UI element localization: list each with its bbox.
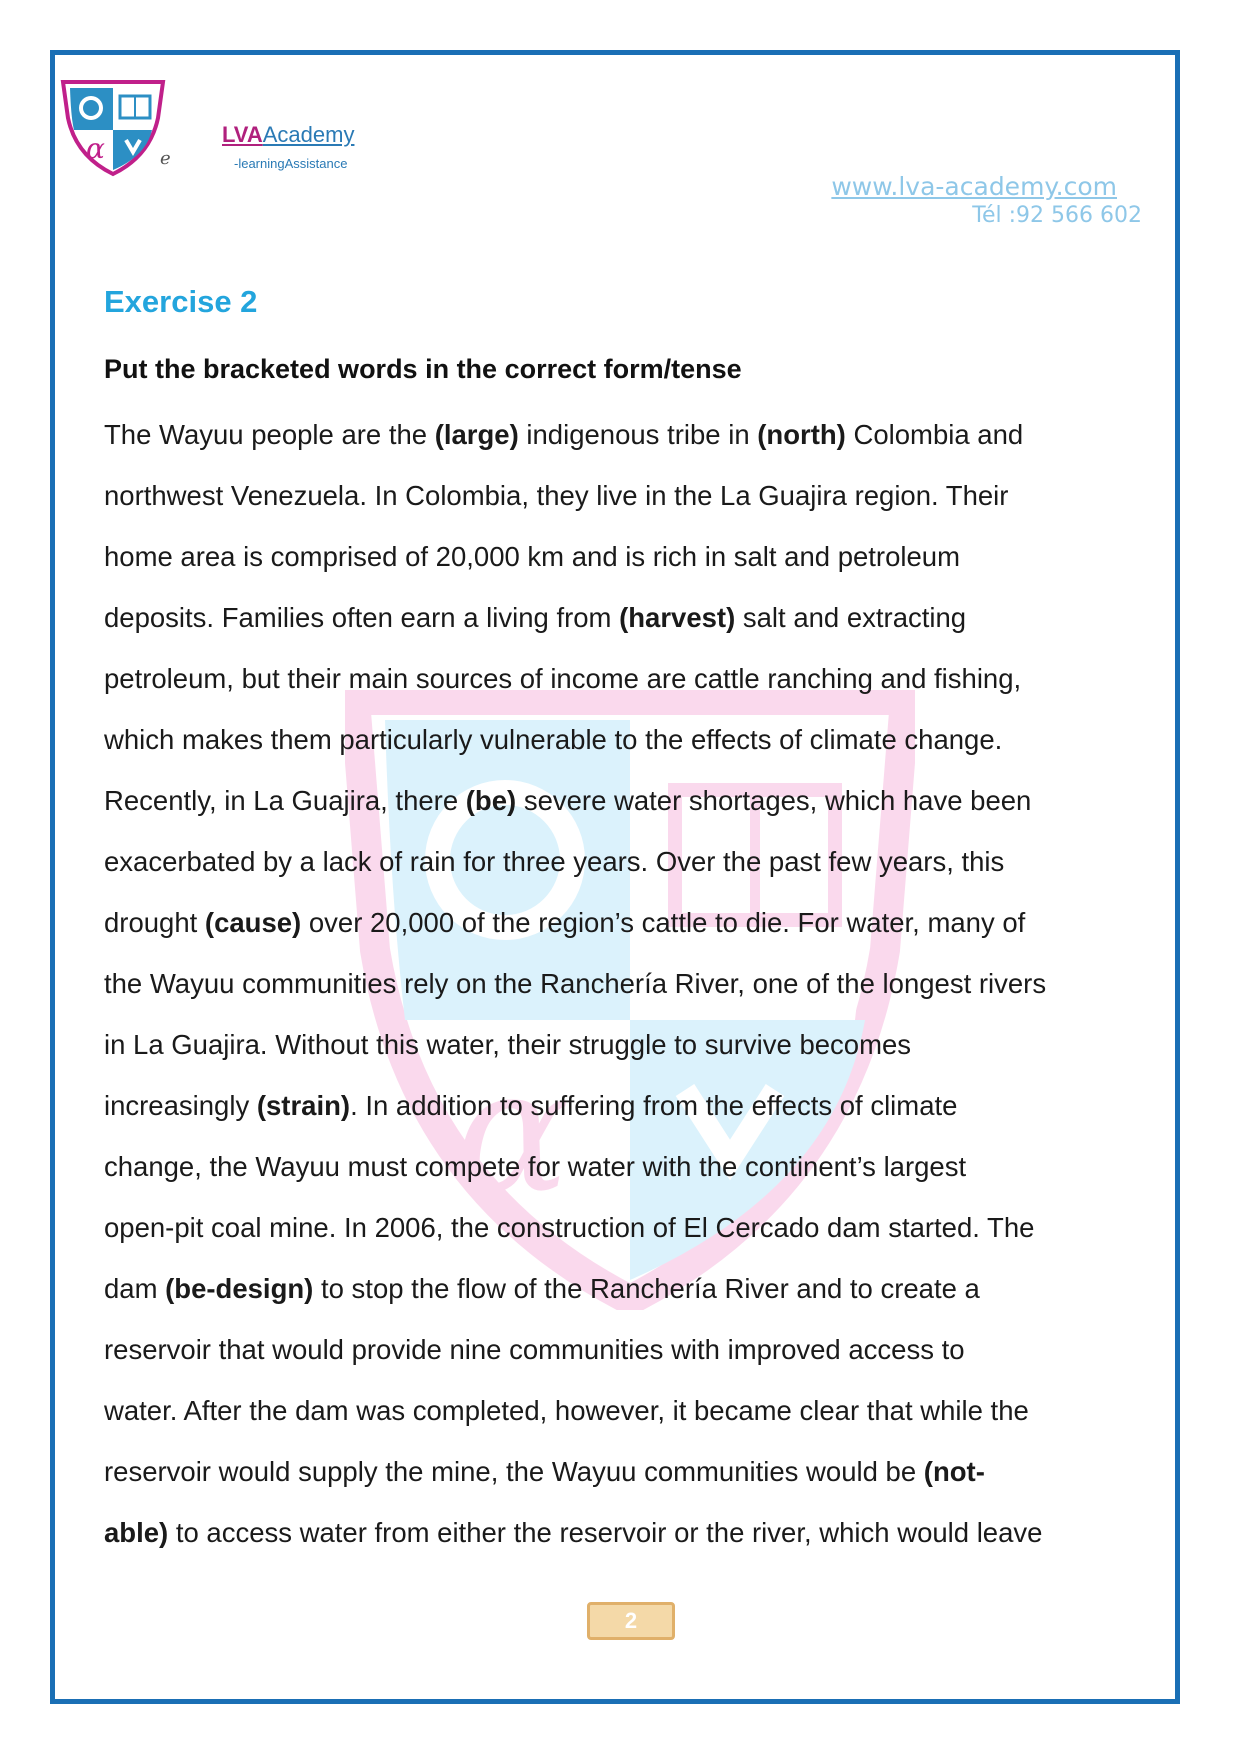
bracketed-word: (be-design) — [165, 1273, 314, 1304]
passage-line — [104, 953, 1184, 1014]
passage-text: open-pit coal mine. In 2006, the construction of El Cercado dam started. The — [104, 1212, 1035, 1243]
passage-text: over 20,000 of the region’s cattle to die. For water, many of — [301, 907, 1026, 938]
exercise-passage — [104, 404, 1184, 1563]
passage-text: severe water shortages, which have been — [516, 785, 1032, 816]
passage-text: change, the Wayuu must compete for water with the continent’s largest — [104, 1151, 967, 1182]
passage-text: Colombia and — [845, 419, 1024, 450]
passage-text: home area is comprised of 20,000 km and is rich in salt and petroleum — [104, 541, 960, 572]
passage-line — [104, 1502, 1184, 1563]
passage-line — [104, 465, 1184, 526]
brand-lva: LVA — [222, 122, 263, 147]
exercise-title: Exercise 2 — [104, 284, 258, 319]
website-link[interactable]: www.lva-academy.com — [831, 172, 1117, 201]
svg-text:α: α — [86, 132, 105, 165]
exercise-instruction: Put the bracketed words in the correct form/tense — [104, 354, 742, 384]
passage-line — [104, 526, 1184, 587]
passage-text: indigenous tribe in — [518, 419, 758, 450]
passage-line — [104, 1014, 1184, 1075]
svg-text:α: α — [455, 1033, 570, 1231]
lva-logo-icon — [58, 78, 168, 178]
passage-line — [104, 770, 1184, 831]
passage-text: petroleum, but their main sources of income are cattle ranching and fishing, — [104, 663, 1022, 694]
brand-academy: Academy — [262, 122, 355, 147]
passage-line — [104, 404, 1184, 465]
passage-line — [104, 1380, 1184, 1441]
passage-text: to access water from either the reservoir or the river, which would leave — [168, 1517, 1043, 1548]
bracketed-word: able) — [104, 1517, 169, 1548]
passage-line — [104, 1258, 1184, 1319]
passage-text: increasingly — [104, 1090, 257, 1121]
passage-line — [104, 709, 1184, 770]
passage-text: dam — [104, 1273, 166, 1304]
passage-text: salt and extracting — [735, 602, 967, 633]
passage-line — [104, 587, 1184, 648]
passage-line — [104, 1197, 1184, 1258]
passage-text: northwest Venezuela. In Colombia, they live in the La Guajira region. Their — [104, 480, 1009, 511]
bracketed-word: (strain) — [256, 1090, 351, 1121]
passage-text: reservoir that would provide nine communities with improved access to — [104, 1334, 965, 1365]
page-number: 2 — [587, 1602, 675, 1640]
brand-tagline: -learningAssistance — [234, 156, 348, 171]
passage-line — [104, 648, 1184, 709]
passage-text: Recently, in La Guajira, there — [104, 785, 466, 816]
passage-line — [104, 1319, 1184, 1380]
passage-text: . In addition to suffering from the effects of climate — [350, 1090, 958, 1121]
passage-text: drought — [104, 907, 205, 938]
passage-text: deposits. Families often earn a living from — [104, 602, 620, 633]
brand-name — [222, 122, 354, 148]
passage-text: in La Guajira. Without this water, their struggle to survive becomes — [104, 1029, 912, 1060]
logo-letter: e — [160, 148, 171, 169]
passage-line — [104, 892, 1184, 953]
passage-text: the Wayuu communities rely on the Ranchería River, one of the longest rivers — [104, 968, 1047, 999]
passage-line — [104, 831, 1184, 892]
bracketed-word: (be) — [465, 785, 517, 816]
phone-number: Tél :92 566 602 — [972, 203, 1142, 228]
passage-line — [104, 1136, 1184, 1197]
bracketed-word: (harvest) — [619, 602, 736, 633]
bracketed-word: (not- — [923, 1456, 985, 1487]
bracketed-word: (north) — [757, 419, 846, 450]
bracketed-word: (cause) — [204, 907, 302, 938]
passage-text: reservoir would supply the mine, the Wayuu communities would be — [104, 1456, 924, 1487]
passage-line — [104, 1075, 1184, 1136]
passage-text: water. After the dam was completed, however, it became clear that while the — [104, 1395, 1029, 1426]
passage-text: exacerbated by a lack of rain for three years. Over the past few years, this — [104, 846, 1005, 877]
passage-text: The Wayuu people are the — [104, 419, 435, 450]
passage-text: to stop the flow of the Ranchería River and to create a — [313, 1273, 980, 1304]
passage-text: which makes them particularly vulnerable to the effects of climate change. — [104, 724, 1003, 755]
bracketed-word: (large) — [434, 419, 519, 450]
passage-line — [104, 1441, 1184, 1502]
